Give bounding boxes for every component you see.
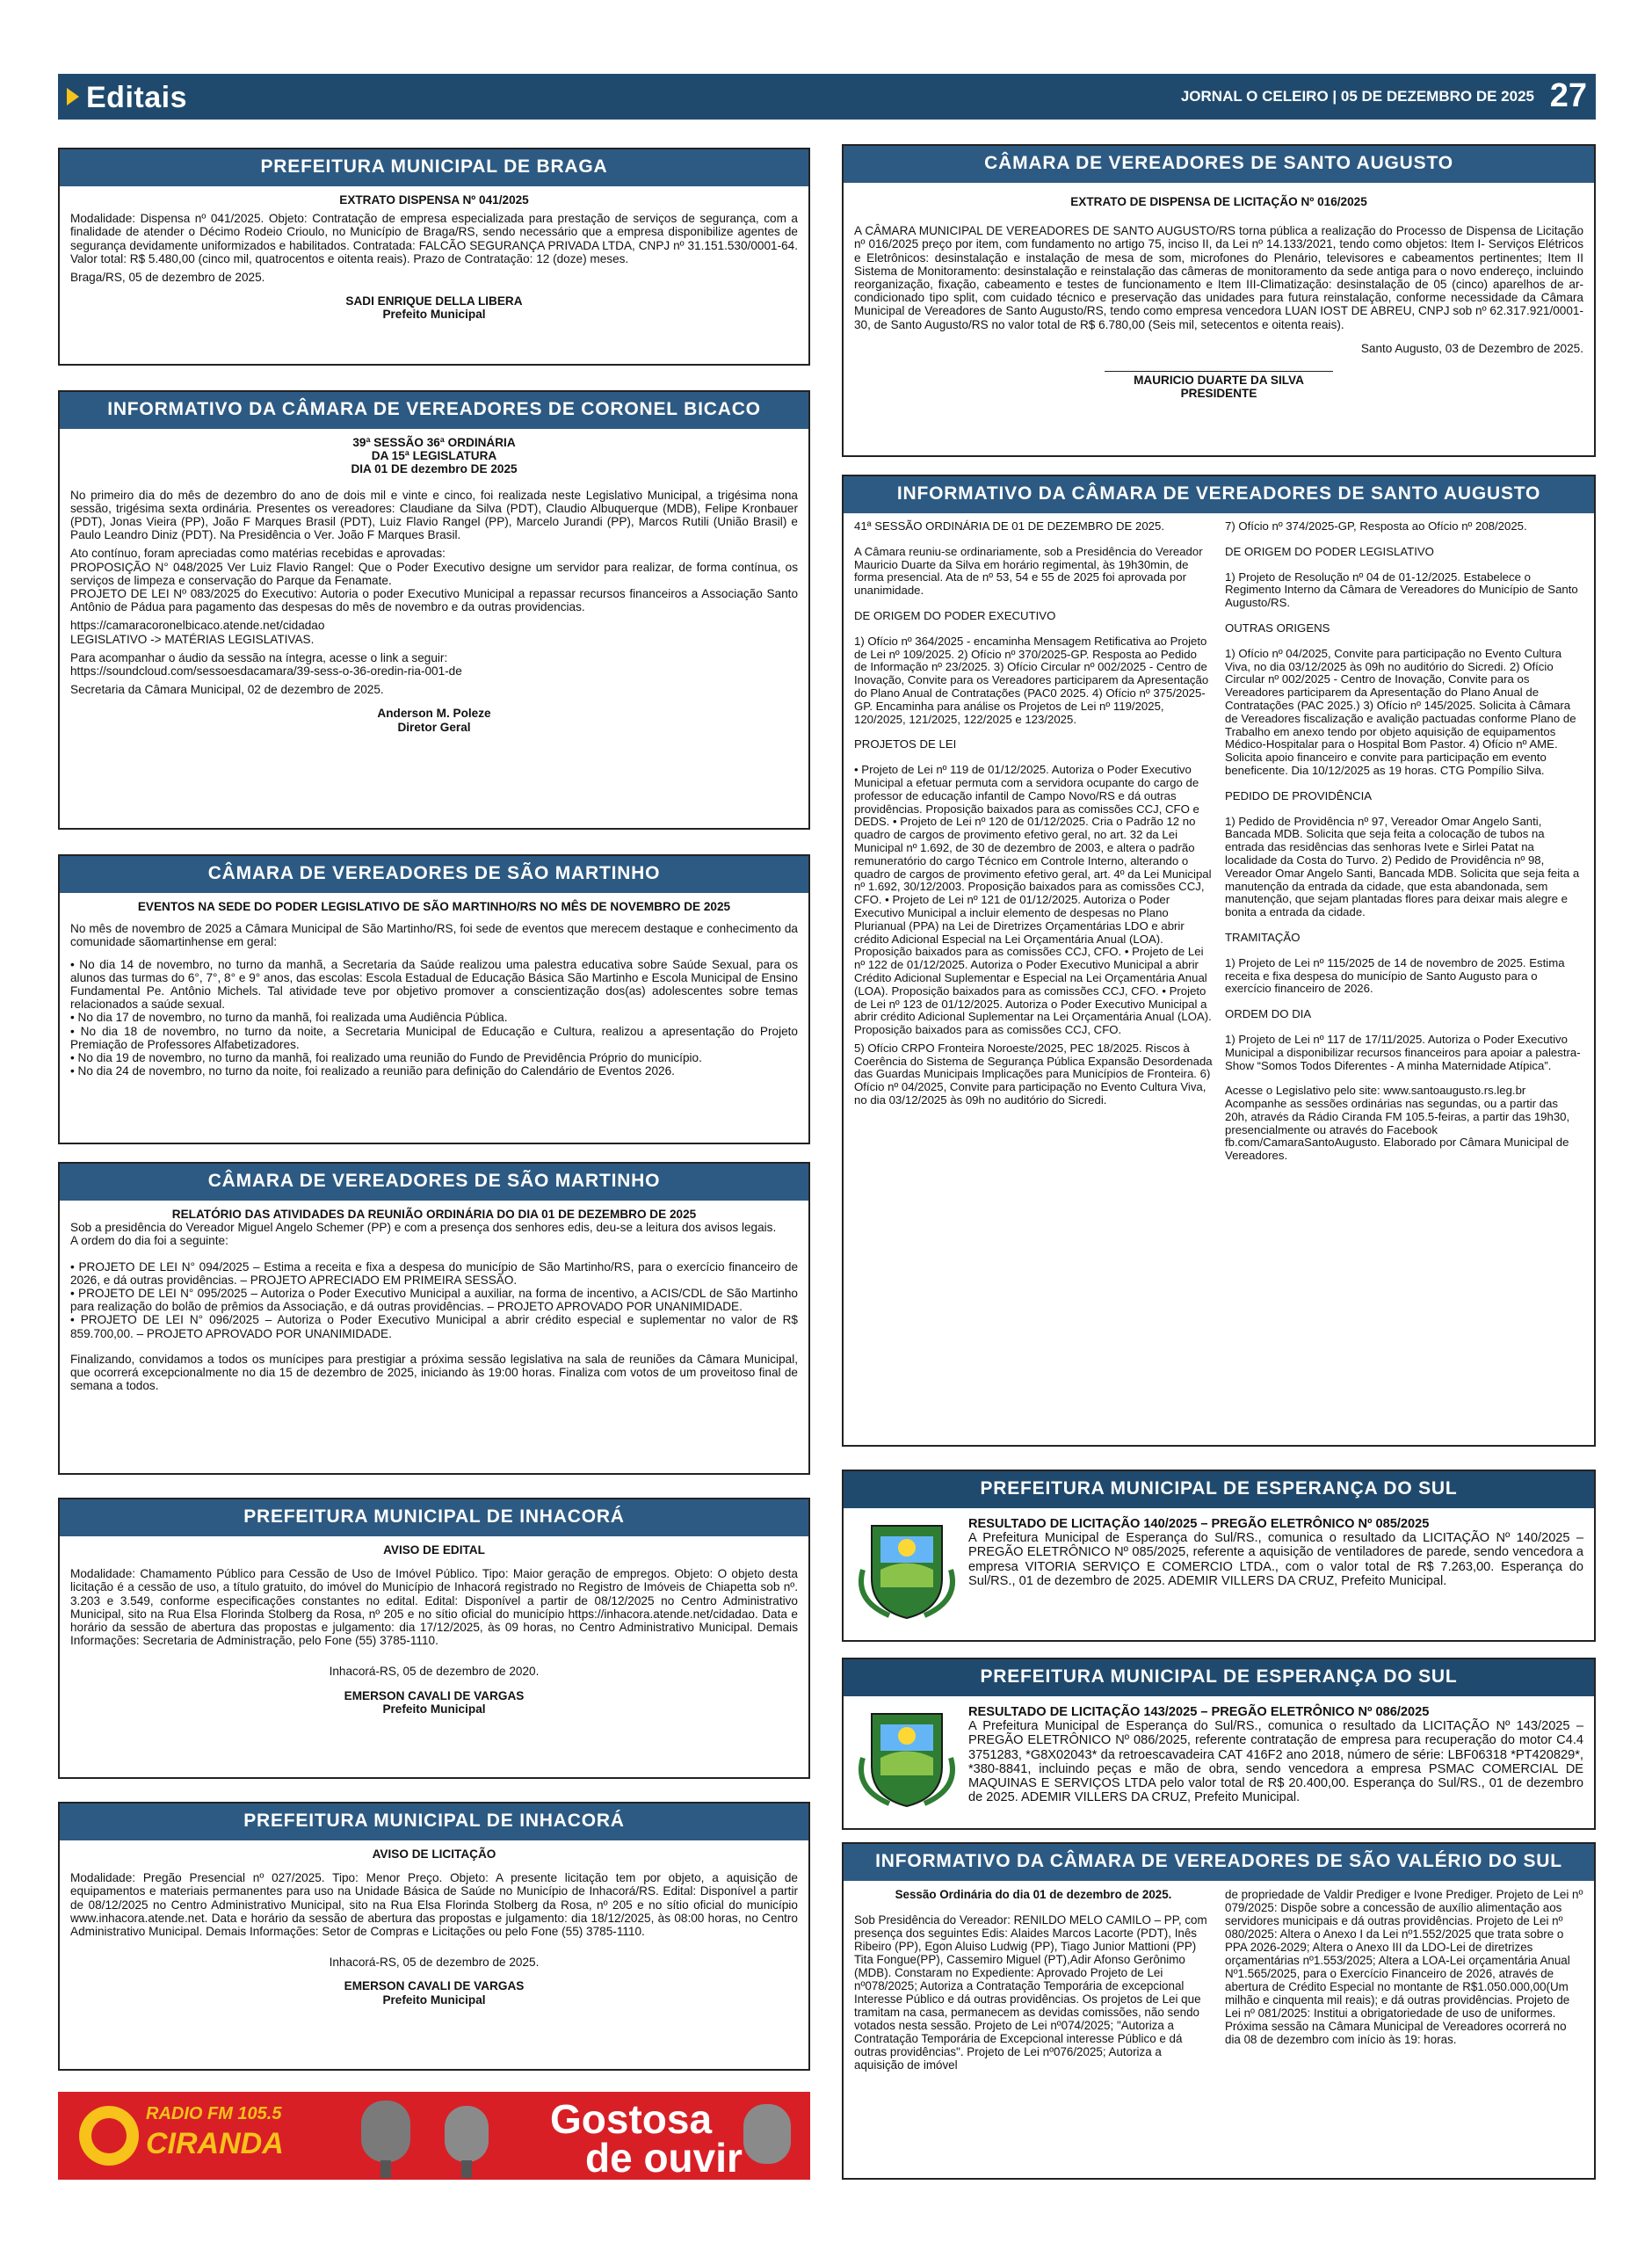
paragraph: Sob a presidência do Vereador Miguel Angelo Schemer (PP) e com a presença dos senhores edis, deu-se a leitura dos avisos legais.	[70, 1221, 777, 1235]
notice-date: Inhacorá-RS, 05 de dezembro de 2025.	[329, 1956, 540, 1970]
play-triangle-icon	[67, 88, 79, 105]
paragraph: • Projeto de Lei nº 119 de 01/12/2025. Autoriza o Poder Executivo Municipal a efetuar permuta com a servidora ocupante do cargo de professor de educação infantil de Campo Novo/RS e dá outras providências. Proposição baixados para as comissões CCJ, CFO e DEDS. • Projeto de Lei nº 120 de 01/12/2025. Cria o Padrão 12 no quadro de cargos de provimento efetivo geral, no art. 32 da Lei Municipal nº 1.692, de 30 de dezembro de 2003, e altera o padrão remuneratório do cargo Técnico em Controle Interno, alterando o quadro de cargos de provimento efetivo geral, art. 4º da Lei Municipal nº 1.692, 30/12/2003. Proposição baixados para as comissões CCJ, CFO. • Projeto de Lei nº 121 de 01/12/2025. Autoriza o Poder Executivo Municipal a incluir elemento de despesas no Plano Plurianual (PPA) na Lei de Diretrizes Orçamentárias LDO e abrir crédito Adicional Especial na Lei Orçamentária Anual (LOA). Proposição baixados para as comissões CCJ, CFO. • Projeto de Lei nº 122 de 01/12/2025. Autoriza o Poder Executivo Municipal a abrir Crédito Adicional Suplementar e Especial na Lei Orçamentária Anual (LOA). Proposição baixados para as comissões CCJ, CFO. • Projeto de Lei nº 123 de 01/12/2025. Autoriza o Poder Executivo Municipal a abrir crédito Adicional Suplementar na Lei Orçamentária Anual (LOA). Proposição baixados para as comissões CCJ, CFO.	[854, 763, 1212, 1037]
notice-title: CÂMARA DE VEREADORES DE SÃO MARTINHO	[58, 854, 810, 893]
paragraph: Sob Presidência do Vereador: RENILDO MELO CAMILO – PP, com presença dos seguintes Edis: Alaides Marcos Lacorte (PDT), Inês Ribeiro (PP), Egon Aluiso Ludwig (PP), Tiago Junior Mattioni (PP) Tita Fongue(PP), Cassemiro Miguel (PT),Adir Afonso Gerônimo (MDB). Constaram no Expediente: Aprovado Projeto de Lei nº078/2025; Autoriza a Contratação Temporária de excepcional Interesse Público e dá outras providências. Os projetos de Lei que tramitam na casa, permanecem as devidas comissões, não sendo votados nesta sessão. Projeto de Lei nº074/2025; "Autoriza a Contratação Temporária de Excepcional interesse Público e dá outras providências". Projeto de Lei nº076/2025; Autoriza a aquisição de imóvel	[854, 1913, 1207, 2072]
notice-braga	[58, 148, 810, 366]
paragraph: 1) Projeto de Lei nº 117 de 17/11/2025. Autoriza o Poder Executivo Municipal a disponibilizar recursos financeiros para apoiar a palestra-Show “Somos Todos Diferentes - A minha Maternidade Atípica”.	[1225, 1032, 1581, 1072]
paragraph: 7) Ofício nº 374/2025-GP, Resposta ao Ofício nº 208/2025.	[1225, 519, 1527, 533]
paragraph: 5) Ofício CRPO Fronteira Noroeste/2025, PEC 18/2025. Riscos à Coerência do Sistema de Segurança Pública Expansão Desordenada das Guardas Municipais Implicações para Municípios de Fronteira. 6) Ofício nº 04/2025, Convite para participação no Evento Cultura Viva, no dia 03/12/2025 às 09h no auditório do Sicredi.	[854, 1041, 1213, 1107]
notice-subtitle: EXTRATO DE DISPENSA DE LICITAÇÃO Nº 016/2025	[1070, 195, 1367, 208]
signature-role: Diretor Geral	[397, 720, 471, 734]
radio-brand: CIRANDA	[146, 2127, 284, 2160]
paragraph: PROPOSIÇÃO N° 048/2025 Ver Luiz Flavio Rangel: Que o Poder Executivo designe um servidor para realizar, de forma contínua, os serviços de limpeza e conservação do Parque da Fenamate.	[70, 560, 798, 587]
notice-text: Modalidade: Dispensa nº 041/2025. Objeto: Contratação de empresa especializada para prestação de serviços de segurança, com a finalidade de atender o Décimo Rodeio Crioulo, no Município de Braga/RS, sendo necessário que a empresa disponibilize agentes de segurança devidamente uniformizados e habilitados. Contratada: FALCÃO SEGURANÇA PRIVADA LTDA, CNPJ nº 31.151.530/0001-64. Valor total: R$ 5.480,00 (cinco mil, quatrocentos e oitenta reais). Prazo de Contratação: 12 (doze) meses.	[70, 212, 798, 265]
list-item: • No dia 24 de novembro, no turno da noite, foi realizado a reunião para definição do Calendário de Eventos 2026.	[70, 1064, 675, 1078]
paragraph: 1) Projeto de Lei nº 115/2025 de 14 de novembro de 2025. Estima receita e fixa despesa do município de Santo Augusto para o exercício financeiro de 2026.	[1225, 955, 1565, 996]
paragraph: 1) Ofício nº 364/2025 - encaminha Mensagem Retificativa ao Projeto de Lei nº 109/2025. 2) Ofício nº 370/2025-GP. Resposta ao Pedido de Informação nº 23/2025. 3) Ofício Circular nº 002/2025 - Centro de Inovação, Convite para os Vereadores participarem da Apresentação do Plano Anual de Contratações (PAC0 2025. 4) Ofício nº 375/2025-GP. Encaminha para análise os Projetos de Lei nº 119/2025, 120/2025, 121/2025, 122/2025 e 123/2025.	[854, 634, 1209, 726]
microphone-icon	[743, 2104, 791, 2164]
notice-text: Modalidade: Pregão Presencial nº 027/2025. Tipo: Menor Preço. Objeto: A presente licitação tem por objeto, a aquisição de equipamentos e materiais permanentes para uso na Unidade Básica de Saúde no Município de Inhacorá/RS. Edital: Disponível a partir de 08/12/2025 no Centro Administrativo Municipal, sito na Rua Elsa Florinda Stolberg da Rosa, nº 205 e no sítio oficial do município www.inhacora.atende.net. Data e horário da sessão de abertura das propostas e julgamento: dia 18/12/2025, às 08:00 horas, no Centro Administrativo Municipal. Demais Informações: Setor de Compras e Licitações ou pelo Fone (55) 3785-1110.	[70, 1871, 798, 1939]
paragraph: No primeiro dia do mês de dezembro do ano de dois mil e vinte e cinco, foi realizada neste Legislativo Municipal, a trigésima nona sessão, trigésima sexta ordinária. Presentes os vereadores: Claudiane da Silva (PDT), Claudio Albuquerque (MDB), Felipe Kronbauer (PDT), Jonas Vieira (PP), João F Marques Brasil (PDT), Luiz Flavio Rangel (PP), Marcelo Jurandi (PP), Marcos Rutili (União Brasil) e Paulo Leandro Diniz (PDT). Na Presidência o Ver. João F Marques Brasil.	[70, 488, 798, 542]
subheading: DE ORIGEM DO PODER LEGISLATIVO	[1225, 544, 1434, 558]
session-heading-2: DA 15ª LEGISLATURA	[371, 449, 497, 463]
notice-subtitle: AVISO DE LICITAÇÃO	[372, 1847, 496, 1861]
notice-date: Braga/RS, 05 de dezembro de 2025.	[70, 271, 265, 285]
notice-title: CÂMARA DE VEREADORES DE SANTO AUGUSTO	[842, 144, 1596, 183]
paragraph: Ato contínuo, foram apreciadas como matérias recebidas e aprovadas:	[70, 547, 446, 561]
notice-title: CÂMARA DE VEREADORES DE SÃO MARTINHO	[58, 1162, 810, 1201]
notice-title: PREFEITURA MUNICIPAL DE ESPERANÇA DO SUL	[842, 1658, 1596, 1696]
section-label: Editais	[86, 81, 187, 114]
list-item: • PROJETO DE LEI N° 096/2025 – Autoriza o Poder Executivo Municipal a abrir crédito especial e suplementar no valor de R$ 859.700,00. – PROJETO APROVADO POR UNANIMIDADE.	[70, 1313, 798, 1340]
session-heading-3: DIA 01 DE dezembro DE 2025	[351, 462, 518, 476]
notice-sao-valerio-do-sul	[842, 1842, 1596, 2180]
section-title	[67, 81, 187, 115]
ad-slogan-line2: de ouvir	[585, 2135, 743, 2180]
notice-subtitle: AVISO DE EDITAL	[383, 1543, 485, 1557]
list-item: • No dia 14 de novembro, no turno da manhã, a Secretaria da Saúde realizou uma palestra educativa sobre Saúde Sexual, para os alunos das turmas do 6°, 7°, 8° e 9° anos, das escolas: Escola Estadual de Educação Básica São Martinho e Escola Municipal de Ensino Fundamental Pe. Antônio Michels. Tal atividade teve por objetivo promover a conscientização dos(as) adolescentes sobre temas relacionados a saúde sexual.	[70, 957, 798, 1012]
notice-date: Secretaria da Câmara Municipal, 02 de dezembro de 2025.	[70, 683, 384, 697]
signature-name: MAURICIO DUARTE DA SILVA	[1105, 371, 1333, 387]
list-item: • No dia 18 de novembro, no turno da noite, a Secretaria Municipal de Educação e Cultura, realizou a apresentação do Projeto Premiação de Professores Alfabetizadores.	[70, 1024, 798, 1051]
notice-subtitle: Sessão Ordinária do dia 01 de dezembro de 2025.	[895, 1888, 1172, 1901]
notice-date: Santo Augusto, 03 de Dezembro de 2025.	[1360, 341, 1583, 355]
notice-subtitle: EVENTOS NA SEDE DO PODER LEGISLATIVO DE SÃO MARTINHO/RS NO MÊS DE NOVEMBRO DE 2025	[137, 900, 731, 913]
column-right	[1225, 520, 1583, 1168]
link-text[interactable]: https://soundcloud.com/sessoesdacamara/39-sess-o-36-oredin-ria-001-de	[70, 664, 462, 679]
paragraph: PROJETO DE LEI Nº 083/2025 do Executivo: Autoria o poder Executivo Municipal a repassar recursos financeiros a Associação Santo Antônio de Pádua para pagamento das despesas do mês de novembro e da outras providencias.	[70, 587, 798, 614]
signature-name: SADI ENRIQUE DELLA LIBERA	[345, 294, 523, 308]
notice-subtitle: RELATÓRIO DAS ATIVIDADES DA REUNIÃO ORDINÁRIA DO DIA 01 DE DEZEMBRO DE 2025	[171, 1208, 697, 1221]
notice-subtitle: EXTRATO DISPENSA Nº 041/2025	[339, 193, 529, 207]
paragraph: Para acompanhar o áudio da sessão na íntegra, acesse o link a seguir:	[70, 650, 448, 664]
subheading: DE ORIGEM DO PODER EXECUTIVO	[854, 608, 1056, 622]
subheading: PROJETOS DE LEI	[854, 737, 957, 751]
list-item: • No dia 17 de novembro, no turno da manhã, foi realizada uma Audiência Pública.	[70, 1011, 508, 1025]
signature-name: Anderson M. Poleze	[377, 707, 491, 721]
notice-sao-martinho-report	[58, 1162, 810, 1475]
paragraph: Acesse o Legislativo pelo site: www.santoaugusto.rs.leg.br Acompanhe as sessões ordinárias nas segundas, ou a partir das 20h, através da Rádio Ciranda FM 105.5-feiras, a partir das 19h30, presencialmente ou através do Facebook fb.com/CamaraSantoAugusto. Elaborado por Câmara Municipal de Vereadores.	[1225, 1084, 1570, 1163]
notice-coronel-bicaco	[58, 390, 810, 830]
paragraph: A Câmara reuniu-se ordinariamente, sob a Presidência do Vereador Mauricio Duarte da Silva em horário regimental, às 19h30min, de forma presencial. Ata de nº 53, 54 e 55 de 2025 foi aprovada por unanimidade.	[854, 544, 1203, 598]
notice-santo-augusto-informativo	[842, 475, 1596, 1447]
signature-role: Prefeito Municipal	[382, 308, 486, 322]
notice-title: INFORMATIVO DA CÂMARA DE VEREADORES DE SANTO AUGUSTO	[842, 475, 1596, 513]
subheading: ORDEM DO DIA	[1225, 1007, 1312, 1021]
subheading: TRAMITAÇÃO	[1225, 930, 1301, 944]
link-text[interactable]: https://camaracoronelbicaco.atende.net/cidadao	[70, 619, 325, 633]
notice-inhacora-edital	[58, 1498, 810, 1779]
column-left	[854, 1888, 1213, 2077]
session-heading-1: 39ª SESSÃO 36ª ORDINÁRIA	[352, 436, 516, 449]
paragraph: A ordem do dia foi a seguinte:	[70, 1234, 228, 1248]
notice-subtitle: RESULTADO DE LICITAÇÃO 140/2025 – PREGÃO ELETRÔNICO Nº 085/2025	[968, 1517, 1430, 1531]
notice-text: A Prefeitura Municipal de Esperança do Sul/RS., comunica o resultado da LICITAÇÃO Nº 140/2025 – PREGÃO ELETRÔNICO Nº 085/2025, referente a aquisição de ventiladores de parede, sendo vencedora a empresa VITORIA SERVIÇO E COMERCIO LTDA., com o valor total de R$ 7.263,00. Esperança do Sul/RS., 01 de dezembro de 2025. ADEMIR VILLERS DA CRUZ, Prefeito Municipal.	[968, 1531, 1583, 1588]
subheading: PEDIDO DE PROVIDÊNCIA	[1225, 788, 1373, 802]
column-left	[854, 520, 1213, 1168]
notice-text: A CÂMARA MUNICIPAL DE VEREADORES DE SANTO AUGUSTO/RS torna pública a realização do Processo de Dispensa de Licitação nº 016/2025 preço por item, com fundamento no artigo 75, inciso II, da Lei nº 14.133/2021, tendo como objetos: Item I- Serviços Elétricos e Eletrônicos: desinstalação e instalação de mesa de som, microfones do Plenário, televisores e cabeamentos pertinentes; Item II Sistema de Monitoramento: desinstalação e reinstalação das câmeras de monitoramento da sede antiga para o novo endereço, incluindo reorganização, fixação, cabeamento e testes de funcionamento e Item III-Climatização: desinstalação de 05 (cinco) aparelhos de ar-condicionado tipo split, com cuidado técnico e preservação das unidades para futura reinstalação, conforme necessidade da Câmara Municipal de Vereadores de Santo Augusto/RS, tendo como empresa vencedora LUAN IOST DE ABREU, CNPJ sob nº 62.317.921/0001-30, de Santo Augusto/RS no valor total de R$ 6.780,00 (Seis mil, setecentos e oitenta reais).	[854, 224, 1583, 331]
signature-role: PRESIDENTE	[1180, 387, 1257, 401]
signature-role: Prefeito Municipal	[382, 1702, 486, 1716]
notice-text: Modalidade: Chamamento Público para Cessão de Uso de Imóvel Público. Tipo: Maior geração de empregos. Objeto: O objeto desta licitação é a cessão de uso, a título gratuito, do imóvel do Município de Inhacorá registrado no Registro de Imóveis de Chiapetta sob nº. 3.203 e 3.549, conforme especificações constantes no edital. Edital: Disponível a partir de 08/12/2025 no Centro Administrativo Municipal, sito na Rua Elsa Florinda Stolberg da Rosa, nº 205 e no sítio oficial do município https://inhacora.atende.net/cidadao. Data e horário da sessão de abertura das propostas e julgamento: dia 17/12/2025, às 09 horas, no Centro Administrativo Municipal. Demais Informações: Secretaria de Administração, pelo Fone (55) 3785-1110.	[70, 1567, 798, 1648]
radio-brand-top: RADIO FM 105.5	[146, 2104, 282, 2123]
section-header-bar	[58, 74, 1596, 120]
notice-text: A Prefeitura Municipal de Esperança do Sul/RS., comunica o resultado da LICITAÇÃO Nº 143/2025 – PREGÃO ELETRÔNICO Nº 086/2025, referente contratação de empresa para recuperação do motor C4.4 3751283, *G8X02043* da retroescavadeira CAT 416F2 ano 2018, número de série: LBF06318 *PT420829*, *380-8841, incluindo peças e mão de obra, sendo vencedora a empresa PSMAC COMERCIAL DE MAQUINAS E SERVIÇOS LTDA pelo valor total de R$ 20.400,00. Esperança do Sul/RS., 01 de dezembro de 2025. ADEMIR VILLERS DA CRUZ, Prefeito Municipal.	[968, 1719, 1583, 1805]
paragraph: 41ª SESSÃO ORDINÁRIA DE 01 DE DEZEMBRO DE 2025.	[854, 519, 1165, 533]
paragraph: Finalizando, convidamos a todos os munícipes para prestigiar a próxima sessão legislativa na sala de reuniões da Câmara Municipal, que ocorrerá excepcionalmente no dia 15 de dezembro de 2025, iniciando às 19:00 horas. Finaliza com votos de um proveitoso final de semana a todos.	[70, 1352, 798, 1393]
ad-slogan-line1: Gostosa	[550, 2096, 713, 2142]
municipal-coat-of-arms-icon	[854, 1705, 960, 1811]
signature-name: EMERSON CAVALI DE VARGAS	[344, 1979, 525, 1993]
notice-title: INFORMATIVO DA CÂMARA DE VEREADORES DE SÃO VALÉRIO DO SUL	[842, 1842, 1596, 1881]
notice-title: PREFEITURA MUNICIPAL DE ESPERANÇA DO SUL	[842, 1470, 1596, 1508]
page-number: 27	[1549, 77, 1587, 114]
signature-name: EMERSON CAVALI DE VARGAS	[344, 1688, 525, 1702]
paragraph: 1) Pedido de Providência nº 97, Vereador Omar Angelo Santi, Bancada MDB. Solicita que seja feita a colocação de tubos na entrada das residências das senhoras Ivete e Sirlei Patat na localidade da Costa do Turvo. 2) Pedido de Providência nº 98, Vereador Omar Angelo Santi, Bancada MDB. Solicita que seja feita a manutenção da entrada da cidade, que esta abandonada, sem manutenção, que sejam plantadas flores para deixar mais alegre e bonita a entrada da cidade.	[1225, 814, 1580, 919]
subheading: OUTRAS ORIGENS	[1225, 621, 1330, 635]
notice-inhacora-licitacao	[58, 1802, 810, 2071]
notice-subtitle: RESULTADO DE LICITAÇÃO 143/2025 – PREGÃO ELETRÔNICO Nº 086/2025	[968, 1705, 1430, 1719]
notice-sao-martinho-events	[58, 854, 810, 1144]
signature-role: Prefeito Municipal	[382, 1992, 486, 2007]
municipal-coat-of-arms-icon	[854, 1517, 960, 1622]
newspaper-meta: JORNAL O CELEIRO | 05 DE DEZEMBRO DE 2025	[1180, 88, 1534, 105]
notice-title: INFORMATIVO DA CÂMARA DE VEREADORES DE CORONEL BICACO	[58, 390, 810, 429]
paragraph: No mês de novembro de 2025 a Câmara Municipal de São Martinho/RS, foi sede de eventos que merecem destaque e conhecimento da comunidade sãomartinhense em geral:	[70, 922, 798, 949]
paragraph: 1) Projeto de Resolução nº 04 de 01-12/2025. Estabelece o Regimento Interno da Câmara de Vereadores do Município de Santo Augusto/RS.	[1225, 570, 1578, 610]
list-item: • PROJETO DE LEI N° 094/2025 – Estima a receita e fixa a despesa do município de São Martinho/RS, para o exercício financeiro de 2026, e dá outras providências. – PROJETO APRECIADO EM PRIMEIRA SESSÃO.	[70, 1259, 798, 1287]
notice-esperanca-do-sul-140	[842, 1470, 1596, 1642]
radio-ad-banner[interactable]	[58, 2092, 810, 2180]
paragraph: LEGISLATIVO -> MATÉRIAS LEGISLATIVAS.	[70, 632, 315, 646]
notice-date: Inhacorá-RS, 05 de dezembro de 2020.	[329, 1665, 540, 1679]
paragraph: de propriedade de Valdir Prediger e Ivone Prediger. Projeto de Lei nº 079/2025: Dispõe sobre a concessão de auxílio alimentação aos servidores municipais e dá outras providências. Projeto de Lei nº 080/2025: Altera o Anexo I da Lei nº1.552/2025 que trata sobre o PPA 2026-2029; Altera o Anexo III da LDO-Lei de diretrizes orçamentárias nº1.553/2025; Altera a LOA-Lei orçamentária Anual Nº1.565/2025, para o Exercício Financeiro de 2026, através de abertura de Crédito Especial no montante de R$1.050.000,00(Um milhão e cinquenta mil reais); e dá outras providências. Projeto de Lei nº 081/2025: Institui a obrigatoriedade de uso de uniformes. Próxima sessão na Câmara Municipal de Vereadores ocorrerá no dia 08 de dezembro com início às 19: horas.	[1225, 1888, 1583, 2046]
column-right	[1225, 1888, 1583, 2077]
notice-title: PREFEITURA MUNICIPAL DE BRAGA	[58, 148, 810, 186]
paragraph: 1) Ofício nº 04/2025, Convite para participação no Evento Cultura Viva, no dia 03/12/2025 às 09h no auditório do Sicredi. 2) Ofício Circular nº 002/2025 - Centro de Inovação, Convite para os Vereadores participarem da Apresentação do Plano Anual de Contratações (PAC 2025.) 3) Ofício nº 145/2025. Solicita à Câmara de Vereadores fiscalização e avalição pactuadas conforme Plano de Trabalho em anexo tendo por objeto aquisição de equipamentos Médico-Hospitalar para o Hospital Bom Pastor. 4) Ofício nº AME. Solicita apoio financeiro e convite para participação em evento beneficente. Dia 10/12/2025 as 19 horas. CTG Pompílio Silva.	[1225, 646, 1576, 777]
notice-esperanca-do-sul-143	[842, 1658, 1596, 1830]
list-item: • PROJETO DE LEI N° 095/2025 – Autoriza o Poder Executivo Municipal a auxiliar, na forma de incentivo, a ACIS/CDL de São Martinho para realização do bolão de prêmios da Associação, e dá outras providências. – PROJETO APROVADO POR UNANIMIDADE.	[70, 1287, 798, 1314]
notice-title: PREFEITURA MUNICIPAL DE INHACORÁ	[58, 1802, 810, 1840]
list-item: • No dia 19 de novembro, no turno da manhã, foi realizado uma reunião do Fundo de Previdência Próprio do município.	[70, 1051, 702, 1065]
notice-title: PREFEITURA MUNICIPAL DE INHACORÁ	[58, 1498, 810, 1536]
notice-santo-augusto-dispensa	[842, 144, 1596, 457]
